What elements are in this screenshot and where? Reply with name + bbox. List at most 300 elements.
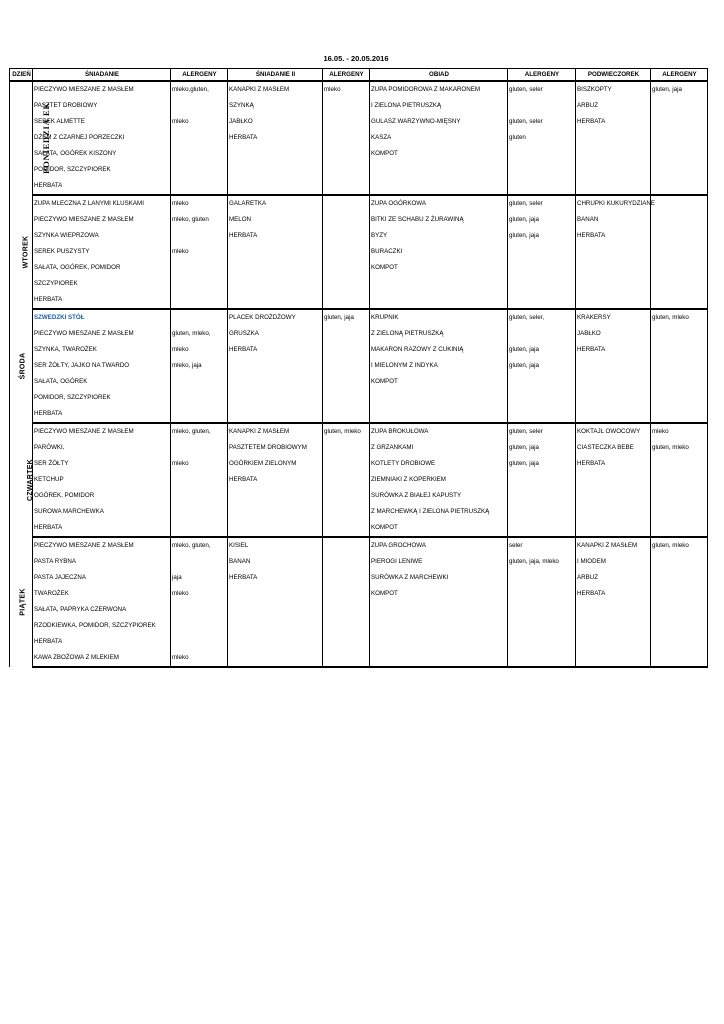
lunch-item: ZUPA OGÓRKOWA	[370, 195, 508, 212]
breakfast-item: SAŁATA, OGÓREK	[33, 374, 171, 390]
lunch-item	[370, 292, 508, 309]
breakfast-allergens	[171, 618, 228, 634]
snack-allergens	[651, 244, 708, 260]
day-name: PONIEDZIA EK	[40, 101, 51, 174]
second-breakfast-item	[228, 504, 323, 520]
snack-header: PODWIECZOREK	[576, 69, 651, 82]
second-breakfast-allergens	[323, 244, 370, 260]
lunch-item: KOMPOT	[370, 260, 508, 276]
day-name: WTOREK	[22, 235, 30, 269]
second-breakfast-allergens: mleko	[323, 81, 370, 98]
lunch-allergens: gluten, seler,	[508, 309, 576, 326]
second-breakfast-item	[228, 406, 323, 423]
snack-item	[576, 504, 651, 520]
second-breakfast-item	[228, 488, 323, 504]
snack-allergens	[651, 570, 708, 586]
breakfast-allergens	[171, 406, 228, 423]
snack-allergens	[651, 342, 708, 358]
lunch-item	[370, 276, 508, 292]
second-breakfast-item	[228, 520, 323, 537]
table-row	[10, 178, 708, 195]
lunch-allergens	[508, 618, 576, 634]
table-row	[10, 146, 708, 162]
table-row	[10, 276, 708, 292]
table-row	[10, 260, 708, 276]
second-breakfast-allergens-header: ALERGENY	[323, 69, 370, 82]
second-breakfast-allergens	[323, 276, 370, 292]
day-header: DZIEŃ	[10, 69, 33, 82]
breakfast-allergens	[171, 260, 228, 276]
snack-item: KRAKERSY	[576, 309, 651, 326]
second-breakfast-item	[228, 618, 323, 634]
breakfast-allergens	[171, 602, 228, 618]
snack-item: ARBUZ	[576, 98, 651, 114]
header-row	[10, 69, 708, 82]
lunch-allergens	[508, 504, 576, 520]
lunch-item: SURÓWKA Z BIAŁEJ KAPUSTY	[370, 488, 508, 504]
table-row	[10, 423, 708, 440]
lunch-allergens	[508, 586, 576, 602]
second-breakfast-allergens: gluten, mleko	[323, 423, 370, 440]
snack-item	[576, 390, 651, 406]
snack-item	[576, 406, 651, 423]
second-breakfast-allergens	[323, 650, 370, 667]
snack-allergens	[651, 618, 708, 634]
lunch-allergens	[508, 472, 576, 488]
table-row	[10, 326, 708, 342]
breakfast-allergens	[171, 228, 228, 244]
lunch-item: PIEROGI LENIWE	[370, 554, 508, 570]
second-breakfast-item: SZYNKĄ	[228, 98, 323, 114]
lunch-allergens: gluten	[508, 130, 576, 146]
snack-item: ARBUZ	[576, 570, 651, 586]
snack-allergens	[651, 212, 708, 228]
lunch-allergens	[508, 602, 576, 618]
second-breakfast-item	[228, 586, 323, 602]
snack-allergens	[651, 326, 708, 342]
second-breakfast-allergens	[323, 456, 370, 472]
lunch-item	[370, 178, 508, 195]
breakfast-item: SAŁATA, OGÓREK KISZONY	[33, 146, 171, 162]
breakfast-item: SEREK PUSZYSTY	[33, 244, 171, 260]
snack-item	[576, 178, 651, 195]
second-breakfast-allergens	[323, 114, 370, 130]
lunch-allergens	[508, 634, 576, 650]
breakfast-allergens: mleko	[171, 650, 228, 667]
table-row	[10, 618, 708, 634]
lunch-allergens: gluten, jaja	[508, 212, 576, 228]
day-name: ŚRODA	[19, 352, 27, 380]
lunch-item: MAKARON RAZOWY Z CUKINIĄ	[370, 342, 508, 358]
second-breakfast-allergens	[323, 326, 370, 342]
breakfast-item: HERBATA	[33, 406, 171, 423]
breakfast-allergens	[171, 292, 228, 309]
breakfast-allergens	[171, 440, 228, 456]
lunch-item: SURÓWKA Z MARCHEWKI	[370, 570, 508, 586]
second-breakfast-allergens	[323, 488, 370, 504]
lunch-item: Z MARCHEWKĄ I ZIELONA PIETRUSZKĄ	[370, 504, 508, 520]
lunch-allergens	[508, 146, 576, 162]
second-breakfast-item: HERBATA	[228, 570, 323, 586]
lunch-item: ZUPA GROCHOWA	[370, 537, 508, 554]
snack-allergens	[651, 456, 708, 472]
second-breakfast-allergens	[323, 520, 370, 537]
breakfast-allergens: mleko	[171, 342, 228, 358]
breakfast-allergens	[171, 504, 228, 520]
lunch-allergens: gluten, seler	[508, 81, 576, 98]
table-row	[10, 488, 708, 504]
table-row	[10, 98, 708, 114]
lunch-allergens	[508, 650, 576, 667]
second-breakfast-item: KISIEL	[228, 537, 323, 554]
second-breakfast-item: BANAN	[228, 554, 323, 570]
breakfast-allergens	[171, 178, 228, 195]
snack-allergens	[651, 260, 708, 276]
menu-body	[10, 81, 708, 667]
lunch-item	[370, 650, 508, 667]
table-row	[10, 440, 708, 456]
table-row	[10, 342, 708, 358]
lunch-item: KOMPOT	[370, 586, 508, 602]
snack-allergens	[651, 634, 708, 650]
breakfast-item: SAŁATA, PAPRYKA CZERWONA	[33, 602, 171, 618]
snack-allergens: mleko	[651, 423, 708, 440]
second-breakfast-item: PLACEK DROŻDŻOWY	[228, 309, 323, 326]
lunch-item	[370, 618, 508, 634]
table-row	[10, 602, 708, 618]
table-row	[10, 292, 708, 309]
table-row	[10, 358, 708, 374]
second-breakfast-item	[228, 634, 323, 650]
day-label-cell	[10, 309, 33, 423]
table-row	[10, 390, 708, 406]
lunch-allergens: gluten, jaja	[508, 358, 576, 374]
snack-item	[576, 244, 651, 260]
breakfast-item: HERBATA	[33, 292, 171, 309]
second-breakfast-item	[228, 374, 323, 390]
snack-item: HERBATA	[576, 456, 651, 472]
second-breakfast-item	[228, 276, 323, 292]
lunch-item: KOMPOT	[370, 146, 508, 162]
second-breakfast-item: HERBATA	[228, 342, 323, 358]
second-breakfast-allergens	[323, 228, 370, 244]
table-row	[10, 81, 708, 98]
breakfast-item: RZODKIEWKA, POMIDOR, SZCZYPIOREK	[33, 618, 171, 634]
second-breakfast-allergens	[323, 195, 370, 212]
second-breakfast-allergens	[323, 212, 370, 228]
second-breakfast-header: ŚNIADANIE II	[228, 69, 323, 82]
breakfast-allergens: mleko, gluten,	[171, 423, 228, 440]
second-breakfast-allergens	[323, 618, 370, 634]
breakfast-item: KAWA ZBOŻOWA Z MLEKIEM	[33, 650, 171, 667]
snack-allergens	[651, 114, 708, 130]
lunch-item: KRUPNIK	[370, 309, 508, 326]
second-breakfast-allergens	[323, 146, 370, 162]
breakfast-allergens	[171, 554, 228, 570]
snack-allergens	[651, 406, 708, 423]
second-breakfast-allergens	[323, 570, 370, 586]
breakfast-item: PIECZYWO MIESZANE Z MASŁEM	[33, 212, 171, 228]
breakfast-allergens: mleko	[171, 114, 228, 130]
table-row	[10, 228, 708, 244]
breakfast-allergens-header: ALERGENY	[171, 69, 228, 82]
snack-allergens	[651, 292, 708, 309]
snack-allergens	[651, 162, 708, 178]
second-breakfast-item	[228, 146, 323, 162]
day-label-cell	[10, 537, 33, 667]
snack-item	[576, 602, 651, 618]
second-breakfast-allergens	[323, 472, 370, 488]
lunch-item: I ZIELONA PIETRUSZKĄ	[370, 98, 508, 114]
second-breakfast-item	[228, 602, 323, 618]
breakfast-allergens: mleko, jaja	[171, 358, 228, 374]
breakfast-item: SZYNKA, TWAROŻEK	[33, 342, 171, 358]
breakfast-item: PARÓWKI,	[33, 440, 171, 456]
lunch-allergens-header: ALERGENY	[508, 69, 576, 82]
second-breakfast-item: GALARETKA	[228, 195, 323, 212]
second-breakfast-item: GRUSZKA	[228, 326, 323, 342]
lunch-item	[370, 162, 508, 178]
lunch-allergens	[508, 374, 576, 390]
snack-allergens	[651, 130, 708, 146]
breakfast-item: PASTA RYBNA	[33, 554, 171, 570]
table-row	[10, 537, 708, 554]
snack-item	[576, 634, 651, 650]
table-row	[10, 554, 708, 570]
snack-item	[576, 520, 651, 537]
breakfast-allergens	[171, 488, 228, 504]
second-breakfast-allergens	[323, 260, 370, 276]
breakfast-item: HERBATA	[33, 178, 171, 195]
snack-allergens: gluten, mleko	[651, 537, 708, 554]
lunch-allergens	[508, 570, 576, 586]
table-row	[10, 520, 708, 537]
breakfast-allergens: mleko	[171, 195, 228, 212]
breakfast-item: SZYNKA WIEPRZOWA	[33, 228, 171, 244]
breakfast-item: POMIDOR, SZCZYPIOREK	[33, 162, 171, 178]
snack-item: BISZKOPTY	[576, 81, 651, 98]
lunch-allergens: gluten, jaja	[508, 440, 576, 456]
snack-item	[576, 146, 651, 162]
breakfast-item: SZWEDZKI STÓŁ	[33, 309, 171, 326]
second-breakfast-item	[228, 260, 323, 276]
breakfast-allergens	[171, 130, 228, 146]
second-breakfast-item	[228, 358, 323, 374]
lunch-header: OBIAD	[370, 69, 508, 82]
lunch-item: ZUPA BROKUŁOWA	[370, 423, 508, 440]
second-breakfast-item	[228, 178, 323, 195]
breakfast-item: HERBATA	[33, 634, 171, 650]
snack-item	[576, 162, 651, 178]
second-breakfast-allergens	[323, 504, 370, 520]
snack-item: CIASTECZKA BEBE	[576, 440, 651, 456]
second-breakfast-allergens	[323, 440, 370, 456]
day-name: PIĄTEK	[19, 588, 27, 616]
snack-item	[576, 618, 651, 634]
day-label-cell	[10, 195, 33, 309]
lunch-allergens: seler	[508, 537, 576, 554]
second-breakfast-allergens	[323, 390, 370, 406]
snack-allergens-header: ALERGENY	[651, 69, 708, 82]
table-row	[10, 650, 708, 667]
lunch-item	[370, 602, 508, 618]
snack-item	[576, 650, 651, 667]
lunch-allergens	[508, 292, 576, 309]
snack-item: BANAN	[576, 212, 651, 228]
second-breakfast-item	[228, 162, 323, 178]
breakfast-item: SUROWA MARCHEWKA	[33, 504, 171, 520]
table-row	[10, 406, 708, 423]
lunch-allergens	[508, 162, 576, 178]
breakfast-item: PIECZYWO MIESZANE Z MASŁEM	[33, 423, 171, 440]
breakfast-item: SER ŻÓŁTY, JAJKO NA TWARDO	[33, 358, 171, 374]
snack-item	[576, 472, 651, 488]
snack-allergens	[651, 488, 708, 504]
table-row	[10, 244, 708, 260]
snack-allergens	[651, 228, 708, 244]
second-breakfast-allergens	[323, 586, 370, 602]
lunch-item: BURACZKI	[370, 244, 508, 260]
table-row	[10, 162, 708, 178]
breakfast-allergens: jaja	[171, 570, 228, 586]
breakfast-item: PASTA JAJECZNA	[33, 570, 171, 586]
second-breakfast-item: HERBATA	[228, 228, 323, 244]
second-breakfast-allergens	[323, 162, 370, 178]
breakfast-allergens	[171, 374, 228, 390]
breakfast-item: PIECZYWO MIESZANE Z MASŁEM	[33, 326, 171, 342]
table-row	[10, 212, 708, 228]
snack-allergens: gluten, jaja	[651, 81, 708, 98]
second-breakfast-allergens	[323, 98, 370, 114]
second-breakfast-item: HERBATA	[228, 130, 323, 146]
snack-allergens: gluten, mleko	[651, 309, 708, 326]
table-row	[10, 570, 708, 586]
breakfast-item: PIECZYWO MIESZANE Z MASŁEM	[33, 537, 171, 554]
breakfast-allergens	[171, 146, 228, 162]
snack-allergens: gluten, mleko	[651, 440, 708, 456]
breakfast-item: PASZTET DROBIOWY	[33, 98, 171, 114]
second-breakfast-allergens	[323, 602, 370, 618]
snack-allergens	[651, 178, 708, 195]
lunch-allergens	[508, 326, 576, 342]
breakfast-allergens	[171, 162, 228, 178]
second-breakfast-allergens	[323, 634, 370, 650]
lunch-allergens: gluten, jaja	[508, 342, 576, 358]
breakfast-allergens	[171, 472, 228, 488]
snack-item: CHRUPKI KUKURYDZIANE	[576, 195, 651, 212]
table-row	[10, 456, 708, 472]
second-breakfast-allergens	[323, 554, 370, 570]
snack-item: HERBATA	[576, 586, 651, 602]
snack-allergens	[651, 554, 708, 570]
lunch-allergens	[508, 260, 576, 276]
snack-allergens	[651, 650, 708, 667]
breakfast-allergens	[171, 276, 228, 292]
snack-allergens	[651, 146, 708, 162]
snack-allergens	[651, 390, 708, 406]
second-breakfast-allergens	[323, 130, 370, 146]
lunch-item: BYZY	[370, 228, 508, 244]
snack-item	[576, 292, 651, 309]
breakfast-allergens: mleko	[171, 586, 228, 602]
lunch-allergens	[508, 406, 576, 423]
snack-allergens	[651, 195, 708, 212]
snack-item	[576, 130, 651, 146]
lunch-allergens: gluten, jaja	[508, 228, 576, 244]
table-row	[10, 504, 708, 520]
breakfast-allergens: mleko	[171, 244, 228, 260]
breakfast-allergens	[171, 634, 228, 650]
second-breakfast-allergens	[323, 374, 370, 390]
snack-allergens	[651, 98, 708, 114]
lunch-allergens	[508, 390, 576, 406]
snack-allergens	[651, 358, 708, 374]
second-breakfast-item: HERBATA	[228, 472, 323, 488]
lunch-item: BITKI ZE SCHABU Z ŻURAWINĄ	[370, 212, 508, 228]
lunch-allergens: gluten, seler	[508, 114, 576, 130]
lunch-allergens: gluten, jaja, mleko	[508, 554, 576, 570]
weekly-menu-table	[9, 68, 708, 668]
second-breakfast-allergens	[323, 537, 370, 554]
lunch-item: I MIELONYM Z INDYKA	[370, 358, 508, 374]
breakfast-allergens: mleko, gluten	[171, 212, 228, 228]
lunch-item	[370, 634, 508, 650]
table-row	[10, 309, 708, 326]
second-breakfast-allergens	[323, 406, 370, 423]
snack-item	[576, 276, 651, 292]
lunch-allergens: gluten, jaja	[508, 456, 576, 472]
snack-item	[576, 260, 651, 276]
lunch-allergens	[508, 488, 576, 504]
snack-item: HERBATA	[576, 342, 651, 358]
snack-item: HERBATA	[576, 228, 651, 244]
snack-item: KOKTAJL OWOCOWY	[576, 423, 651, 440]
second-breakfast-allergens: gluten, jaja	[323, 309, 370, 326]
breakfast-allergens	[171, 390, 228, 406]
table-row	[10, 472, 708, 488]
table-row	[10, 374, 708, 390]
lunch-allergens	[508, 276, 576, 292]
table-row	[10, 195, 708, 212]
second-breakfast-allergens	[323, 292, 370, 309]
breakfast-allergens: gluten, mleko,	[171, 326, 228, 342]
second-breakfast-item	[228, 292, 323, 309]
second-breakfast-item	[228, 390, 323, 406]
breakfast-allergens: mleko,gluten,	[171, 81, 228, 98]
breakfast-item: DŻEM Z CZARNEJ PORZECZKI	[33, 130, 171, 146]
snack-allergens	[651, 374, 708, 390]
lunch-item: Z GRZANKAMI	[370, 440, 508, 456]
second-breakfast-allergens	[323, 342, 370, 358]
second-breakfast-item: MELON	[228, 212, 323, 228]
lunch-item: Z ZIELONĄ PIETRUSZKĄ	[370, 326, 508, 342]
breakfast-allergens: mleko, gluten,	[171, 537, 228, 554]
snack-allergens	[651, 520, 708, 537]
lunch-allergens	[508, 244, 576, 260]
second-breakfast-item: PASZTETEM DROBIOWYM	[228, 440, 323, 456]
day-label-cell	[10, 423, 33, 537]
lunch-item: KOTLETY DROBIOWE	[370, 456, 508, 472]
second-breakfast-item	[228, 650, 323, 667]
breakfast-item: POMIDOR, SZCZYPIOREK	[33, 390, 171, 406]
lunch-allergens	[508, 520, 576, 537]
breakfast-allergens	[171, 520, 228, 537]
table-row	[10, 634, 708, 650]
breakfast-item: KETCHUP	[33, 472, 171, 488]
breakfast-item: PIECZYWO MIESZANE Z MASŁEM	[33, 81, 171, 98]
snack-item	[576, 374, 651, 390]
table-row	[10, 114, 708, 130]
